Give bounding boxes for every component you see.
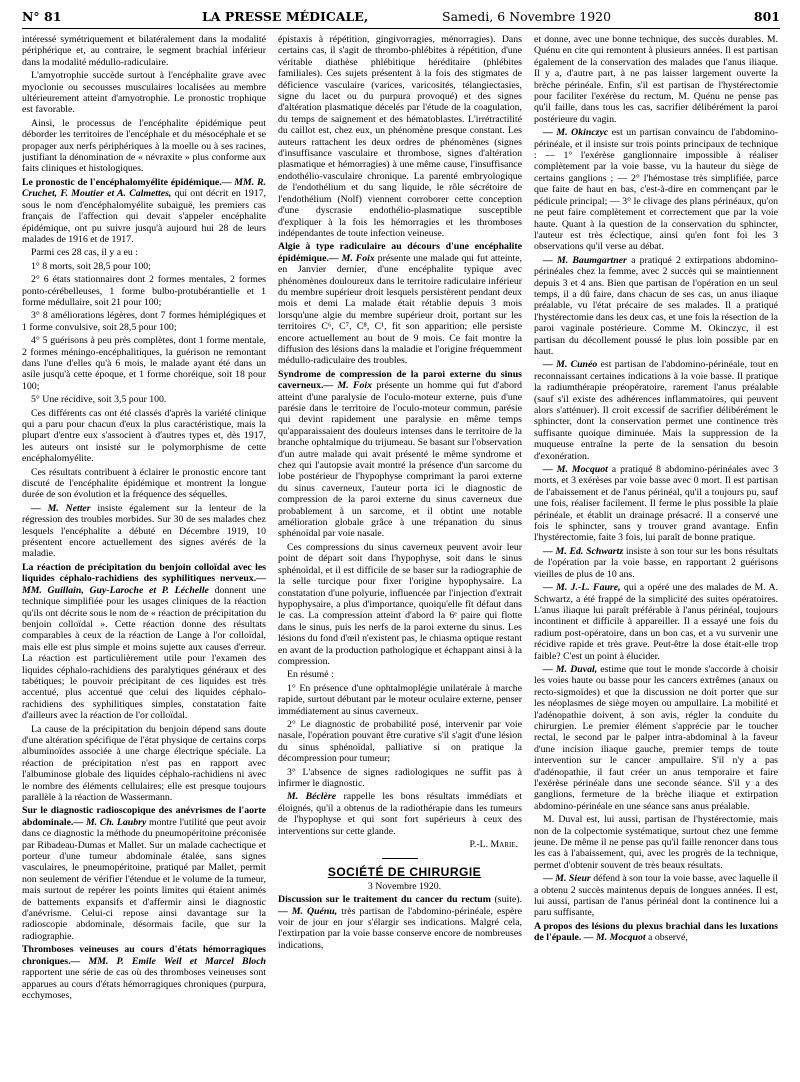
author-name: — M. Okinczyc [543, 127, 609, 139]
section-authors: — M. Ch. Laubry [73, 816, 147, 828]
paragraph-text: a pratiqué 2 extirpations abdomino-périnéales chez la femme, avec 2 succès qui se maintiennent depuis 3 et 4 ans. Bien que partisan de l'opération en un seul temps, il a dû faire, dans chacun de ses cas, un anus iliaque préalable, vu l'état précaire de ses malades. Il a pratiqué l'hystérectomie dans les deux cas, et une fois la résection de la paroi vaginale postérieure. Comme M. Okinczyc, il est partisan du décollement poussé le plus loin possible par en haut. [534, 254, 778, 357]
section-anevrismes [22, 805, 266, 942]
section-text: a observé, [645, 932, 688, 944]
paragraph: Ainsi, le processus de l'encéphalite épidémique peut déborder les territoires de l'encéphale et du mésocéphale et se propager aux nerfs périphériques à la moelle ou à ses racines, justifiant la dénomination de « névraxite » plus conforme aux faits cliniques et histologiques. [22, 117, 266, 175]
paragraph: Ces résultats contribuent à éclairer le pronostic encore tant discuté de l'encéphalite épidémique et montrent la longue durée de son évolution et la fréquence des séquelles. [22, 466, 266, 501]
paragraph: intéressé symétriquement et bilatéralement dans la modalité périphérique et, au contraire, le segment brachial inférieur dans la modalité médullo-radiculaire. [22, 34, 266, 68]
author-name: — M. Ed. Schwartz [543, 545, 624, 557]
paragraph: Ces différents cas ont été classés d'après la variété clinique qui a paru pour chacun d'eux la plus caractéristique, mais la plupart d'entre eux s'associent à d'autres types et, dès 1917, les auteurs ont insisté sur le polymorphisme de cette encéphalomyélite. [22, 407, 266, 465]
paragraph: La cause de la précipitation du benjoin dépend sans doute d'une altération spécifique de l'état physique de certains corps albuminoïdes associée à une charge électrique spéciale. La réaction de précipitation n'est pas en rapport avec l'albuminose globale des liquides céphalo-rachidiens ni avec le nombre des éléments cellulaires; elle est presque toujours parallèle à la réaction de Wassermann. [22, 723, 266, 803]
paragraph [534, 873, 778, 919]
author-name: — M. Sieur [543, 873, 591, 885]
paragraph [278, 791, 522, 837]
issue-date: Samedi, 6 Novembre 1920 [442, 9, 612, 24]
section-title: Syndrome de compression de la paroi externe du sinus caverneux. [278, 368, 522, 392]
section-authors: — M. Foix [328, 252, 375, 264]
section-encephalomyelite [22, 177, 266, 245]
author-name: — M. Duval, [543, 663, 598, 675]
signature: P.-L. Marie. [469, 839, 518, 851]
list-item: 1° En présence d'une ophtalmoplégie unilatérale à marche rapide, surtout débutant par le moteur oculaire externe, penser immédiatement au sinus caverneux. [278, 682, 522, 717]
author-name: M. Béclère [287, 791, 337, 803]
section-algie [278, 241, 522, 366]
paragraph-text: insiste à son tour sur les bons résultats de l'opération par la voie basse, en rapportant 2 guérisons vieilles de plus de 10 ans. [534, 545, 778, 580]
section-text: donnent une technique simplifiée pour les usages cliniques de la réaction qu'ils ont décrite sous le nom de « réaction de précipitation du benjoin colloïdal ». Cette réaction donne des résultats comparables à ceux de la réaction de Lange à l'or colloïdal, mais elle est plus simple et moins sujette aux causes d'erreur. La réaction est particulièrement utile pour l'examen des liquides céphalo-rachidiens des paralytiques généraux et des tabétiques; le pouvoir précipitant de ces liquides est très accentué, plus accentué que celui des liquides céphalo-rachidiens des syphilitiques simples, constatation faite d'ailleurs avec la réaction de l'or colloïdal. [22, 584, 266, 722]
paragraph: L'amyotrophie succède surtout à l'encéphalite grave avec myoclonie ou secousses musculaires localisées au membre ultérieurement atteint d'amyotrophie. Le pronostic trophique est favorable. [22, 70, 266, 116]
author-name: — M. Cunéo [543, 359, 598, 371]
section-title: Thromboses veineuses au cours d'états hémorragiques chroniques. [22, 944, 266, 967]
author-name: — M. Mocquot [543, 464, 608, 476]
paragraph [22, 503, 266, 560]
paragraph [534, 359, 778, 462]
section-title: Discussion sur le traitement du cancer du rectum [278, 894, 491, 906]
section-authors: — MM. P. Emile Weil et Marcel Bloch [70, 955, 266, 967]
section-title: A propos des lésions du plexus brachial dans les luxations de l'épaule. [534, 920, 778, 944]
list-item: 1° 8 morts, soit 28,5 pour 100; [31, 260, 151, 272]
page-number: 801 [753, 9, 780, 24]
society-date: 3 Novembre 1920. [367, 880, 442, 892]
issue-number: N° 81 [22, 9, 62, 24]
list-item: 5° Une récidive, soit 3,5 pour 100. [31, 394, 167, 406]
paragraph-text: est un partisan convaincu de l'abdomino-périnéale, et il insiste sur trois points principaux de technique : — 1° l'exérèse ganglionnaire impossible à réaliser complètement par la voie basse, vu la hauteur du siège de certains ganglions ; — 2° l'hémostase très simplifiée, parce que faite de haut en bas, c'est-à-dire en commençant par le pédicule principal; — 3° le clivage des plans périnéaux, qu'on ne peut faire complètement et correctement que par la voie haute. Quant à la question de la conservation du sphincter, l'auteur est très éclectique, ainsi qu'en font foi les 3 observations qu'il verse au débat. [534, 127, 778, 253]
list-item: 2° 6 états stationnaires dont 2 formes mentales, 2 formes ponto-cérébelleuses, 1 forme bulbo-protubérantielle et 1 forme médullaire, soit 21 pour 100; [22, 274, 266, 308]
paragraph: Ces compressions du sinus caverneux peuvent avoir leur point de départ soit dans l'hypophyse, soit dans le sinus sphénoïdal, et il est difficile de se baser sur la radiographie de la selle turcique pour fixer l'origine hypophysaire. La constatation d'une polyurie, influencée par l'injection d'extrait hypophysaire, a plus d'importance, quoiqu'elle fît défaut dans le cas. La compression atteint d'abord la 6ᵉ paire qui flotte dans le sinus, puis les nerfs de la paroi externe du sinus. Les lésions du fond d'œil n'existent pas, le chiasma optique restant en avant de la production pathologique et échappant ainsi à la compression. [278, 541, 522, 667]
section-text: très partisan de l'abdomino-périnéale, espère voir de jour en jour s'élargir ses indications. Malgré cela, l'extirpation par la voie basse conserve encore de nombreuses indications, [278, 905, 522, 951]
list-item: 3° 8 améliorations légères, dont 7 formes hémiplégiques et 1 forme convulsive, soit 28,5 pour 100; [22, 310, 266, 333]
paragraph-text: qui a opéré une des malades de M. A. Schwartz, a été frappé de la simplicité des suites opératoires. L'anus iliaque lui paraît préférable à l'anus périnéal, toujours incontinent et difficile à appareiller. Il a essayé une fois du radium post-opératoire, dans un bon cas, et a vu survenir une récidive rapide et très grave. Peut-être la dose était-elle trop faible? C'est un point à élucider. [534, 582, 778, 662]
section-authors: — M. Foix [323, 380, 373, 392]
paragraph-text: a pratiqué 8 abdomino-périnéales avec 3 morts, et 3 exérèses par voie basse avec 0 mort. Il est partisan de l'abaissement et de l'anus périnéal, qu'il a toujours pu, sauf une fois, réaliser facilement. Il ferme le plus possible la plaie périnéale, et établit un drainage présacré. Il a conservé une fois le sphincter, sans y trouver grand avantage. Enfin l'hystérectomie, faite 3 fois, lui paraît de bonne pratique. [534, 464, 778, 544]
section-title: Algie à type radiculaire au décours d'une encéphalite épidémique. [278, 241, 522, 264]
section-text: rapportent une série de cas où des thromboses veineuses sont apparues au cours d'états hémorragiques chroniques (purpura, ecchymoses, [22, 967, 266, 1001]
section-benjoin [22, 562, 266, 722]
paragraph [534, 127, 778, 252]
paragraph [534, 464, 778, 544]
section-suite: (suite). [490, 894, 522, 906]
column-3 [534, 34, 778, 1074]
section-thromboses [22, 944, 266, 1001]
header-rule [22, 28, 780, 29]
list-item: 4° 5 guérisons à peu près complètes, dont 1 forme mentale, 2 formes méningo-encéphalitiques, la guérison ne remontant dans l'une d'elles qu'à 6 mois, le malade ayant été dans un asile jusqu'à cette époque, et 1 forme choréique, soit 18 pour 100; [22, 335, 266, 392]
section-title: Sur le diagnostic radioscopique des anévrismes de l'aorte abdominale. [22, 805, 266, 828]
paragraph [534, 582, 778, 662]
masthead [22, 8, 780, 26]
author-name: — M. J.-L. Faure, [543, 582, 621, 594]
paragraph [534, 255, 778, 358]
paragraph: épistaxis à répétition, gingivorragies, ménorragies). Dans certains cas, il s'agit de thrombo-phlébites à répétition, d'une véritable diathèse phlébitique héréditaire (phlébites familiales). Ces sujets présentent à la fois des stigmates de déficience vasculaire (varices, varicosités, télangiectasies, signe du lacet ou du purpura provoqué) et des signes d'altération plasmatique décelés par l'étude de la coagulation, du temps de saignement et des hématoblastes. L'irrétractilité du caillot est, chez eux, un phénomène presque constant. Les auteurs rattachent les deux ordres de phénomènes (signes d'insuffisance vasculaire et thrombose, signes d'altération plasmatique et hémorragies) à une même cause, l'insuffisance endothélio-vasculaire chronique. La parenté embryologique de l'endothélium et du sang liquide, le rôle sécrétoire de l'endothélium (Nolf) viennent corroborer cette conception d'une dyscrasie endothélio-plasmatique susceptible d'expliquer à la fois les hémorragies et les thromboses indépendantes de toute infection veineuse. [278, 34, 522, 239]
paragraph: En résumé : [287, 669, 334, 681]
section-sinus-caverneux [278, 369, 522, 540]
author-name: — M. Netter [31, 502, 91, 514]
section-authors: — MM. Guillain, Guy-Laroche et P. Léchelle [22, 573, 266, 596]
list-intro: Parmi ces 28 cas, il y a eu : [31, 247, 138, 259]
section-text: qui ont décrit en 1917, sous le nom d'encéphalomyélite subaiguë, les premiers cas français de l'affection qui devait s'appeler encéphalite épidémique, ont pu suivre jusqu'à aujourd hui 28 de leurs malades de 1916 et de 1917. [22, 188, 266, 245]
paragraph: et donne, avec une bonne technique, des succès durables. M. Quénu en cite qui remontent à plusieurs années. Il est partisan également de la conservation des malades que l'anus iliaque. Il y a, d'autre part, à ne pas laisser largement ouverte la brèche périnéale. Enfin, s'il est partisan de l'hystérectomie pour faciliter l'exérèse du rectum, M. Quénu ne pense pas qu'il faille, dans tous les cas, sacrifier délibérément la paroi postérieure du vagin. [534, 34, 778, 125]
author-name: — M. Baumgartner [543, 254, 627, 266]
paragraph-text: est partisan de l'abdomino-périnéale, tout en reconnaissant certaines indications à la voie basse. Il pratique la radiumthérapie préopératoire, rarement l'anus préalable (sauf s'il existe des adhérences inflammatoires, qui peuvent alors s'atténuer). Il croit excessif de sacrifier délibérément le sphincter, dont la conservation permet une continence très suffisante quoique diminuée. Mais la suppression de la muqueuse entraîne la perte de la sensation du besoin d'exonération. [534, 359, 778, 462]
paragraph-text: rappelle les bons résultats immédiats et éloignés, qu'il a obtenus de la radiothérapie dans les tumeurs de l'hypophyse et qui sont fort supérieurs à ceux des interventions sur cette glande. [278, 791, 522, 837]
paragraph [534, 664, 778, 812]
section-authors: — MM. R. Cruchet, F. Moutier et A. Calmettes, [22, 176, 266, 200]
society-heading: SOCIÉTÉ DE CHIRURGIE [327, 865, 482, 880]
paragraph-text: défend à son tour la voie basse, avec laquelle il a obtenu 2 succès maintenus depuis de longues années. Il est, lui aussi, partisan de l'anus périnéal dont la continence lui a paru suffisante, [534, 873, 778, 919]
paragraph: M. Duval est, lui aussi, partisan de l'hystérectomie, mais non de la colpectomie systématique, surtout chez une femme jeune. De même il ne pense pas qu'il faille renoncer dans tous les cas à l'abaissement, qui, avec les progrès de la technique, permet d'obtenir souvent de très beaux résultats. [534, 814, 778, 871]
paragraph [534, 546, 778, 580]
column-2 [278, 34, 522, 1074]
section-cancer-rectum [278, 894, 522, 951]
section-title: La réaction de précipitation du benjoin colloïdal avec les liquides céphalo-rachidiens des syphilitiques nerveux. [22, 561, 266, 585]
paragraph-text: insiste également sur la lenteur de la régression des troubles morbides. Sur 30 de ses malades chez lesquels l'encéphalite a débuté en Décembre 1919, 10 présentent encore actuellement des signes avérés de la maladie. [22, 502, 266, 560]
list-item: 3° L'absence de signes radiologiques ne suffit pas à infirmer le diagnostic. [278, 766, 522, 789]
separator [382, 858, 418, 859]
section-authors: — M. Quénu, [278, 905, 338, 917]
list-item: 2° Le diagnostic de probabilité posé, intervenir par voie nasale, l'opération pouvant être curative s'il s'agit d'une lésion du sinus sphénoïdal, palliative si on pratique la décompression pour tumeur; [278, 718, 522, 765]
section-authors: — M. Mocquot [581, 932, 646, 944]
journal-title: LA PRESSE MÉDICALE, [202, 9, 369, 24]
section-text: montre l'utilité que peut avoir dans ce diagnostic la méthode du pneumopéritoine préconisée par Ribadeau-Dumas et Mallet. Sur un malade cachectique et porteur d'une tumeur abdominale étalée, sans signes vasculaires, le pneumopéritoine, pratiqué par Mallet, permit non seulement de vérifier l'étendue et le volume de la tumeur, mais surtout de repérer les points limites qui étaient animés de battements expansifs et d'affermir ainsi le diagnostic d'anévrisme. Celui-ci repose ainsi davantage sur la radioscopie abdominale, désormais facile, que sur la radiographie. [22, 816, 266, 942]
section-plexus-brachial [534, 921, 778, 944]
paragraph-text: estime que tout le monde s'accorde à choisir les voies haute ou basse pour les cancers extrêmes (anaux ou recto-sigmoïdes) et que la discussion ne doit porter que sur les néoplasmes de siège moyen ou ampullaire. La mobilité et l'adénopathie doivent, à son avis, régler la conduite du chirurgien. Le premier élément s'apprécie par le toucher rectal, le second par le palper intra-abdominal à la faveur d'une incision iliaque gauche, premier temps de toute intervention sur le cancer ampullaire. S'il n'y a pas d'adénopathie, il faut créer un anus temporaire et faire l'exérèse périnéale dans une seconde séance. S'il y a des ganglions, fermeture de la brèche iliaque et extirpation abdomino-périnéale en une séance sans anus préalable. [534, 663, 778, 812]
section-title: Le pronostic de l'encéphalomyélite épidémique. [22, 176, 222, 188]
section-text: présente un homme qui fut d'abord atteint d'une paralysie de l'oculo-moteur externe, puis d'une parésie dans le territoire de l'oculo-moteur commun, parésie qui devint rapidement une paralysie en même temps qu'apparaissaient des douleurs intenses dans le territoire de la branche ophtalmique du trijumeau. Se basant sur l'observation d'un autre malade qui avait présenté le même syndrome et chez qui l'autopsie avait montré la présence d'un sarcome du lobe postérieur de l'hypophyse comprimant la paroi externe du sinus caverneux, l'auteur porta ici le diagnostic de compression de la paroi externe du sinus caverneux due probablement à un sarcome, et il obtint une notable amélioration globale grâce à une trépanation du sinus sphénoïdal par voie nasale. [278, 380, 522, 540]
column-1 [22, 34, 266, 1074]
section-text: présente une malade qui fut atteinte, en Janvier dernier, d'une encéphalite typique avec phénomènes douloureux dans le territoire radiculaire inférieur du membre supérieur droit lesquels persistèrent pendant deux mois et demi La malade était rétablie depuis 3 mois lorsqu'une algie du membre supérieur droit, portant sur les territoires C⁶, C⁷, C⁸, C¹, fit son apparition; elle persiste encore actuellement au bout de 9 mois. Ce fait montre la diffusion des lésions dans la maladie et l'origine fréquemment médullo-radiculaire des troubles. [278, 252, 522, 367]
